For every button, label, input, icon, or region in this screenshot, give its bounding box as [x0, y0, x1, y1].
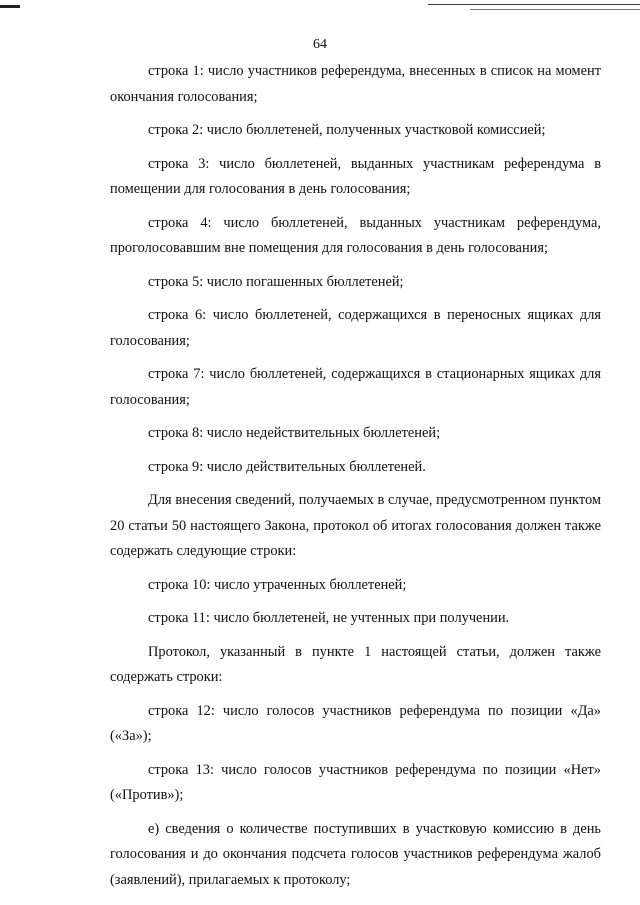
paragraph-item-e: е) сведения о количестве поступивших в участковую комиссию в день голосования и до окончания подсчета голосов участников референдума жалоб (заявлений), прилагаемых к протоколу;: [110, 820, 601, 888]
paragraph-line-2: строка 2: число бюллетеней, полученных участковой комиссией;: [148, 122, 546, 138]
paragraph-line-10: строка 10: число утраченных бюллетеней;: [148, 576, 407, 593]
paragraph-protocol-lines-intro: Протокол, указанный в пункте 1 настоящей статьи, должен также содержать строки:: [110, 643, 601, 685]
paragraph-line-5: строка 5: число погашенных бюллетеней;: [148, 273, 404, 290]
paragraph-line-13: строка 13: число голосов участников референдума по позиции «Нет» («Против»);: [110, 761, 601, 803]
paragraph-line-4: строка 4: число бюллетеней, выданных участникам референдума, проголосовавшим вне помещения для голосования в день голосования;: [110, 214, 601, 256]
paragraph-line-7: строка 7: число бюллетеней, содержащихся в стационарных ящиках для голосования;: [110, 366, 601, 408]
paragraph-additional-lines-intro: Для внесения сведений, получаемых в случае, предусмотренном пунктом 20 статьи 50 настоящего Закона, протокол об итогах голосования должен также содержать следующие строки:: [110, 492, 601, 559]
paragraph-line-6: строка 6: число бюллетеней, содержащихся в переносных ящиках для голосования;: [110, 307, 601, 349]
paragraph-line-8: строка 8: число недействительных бюллетеней;: [148, 425, 441, 441]
paragraph-line-9: строка 9: число действительных бюллетеней.: [148, 458, 426, 475]
scan-edge-mark-top: [428, 4, 640, 5]
paragraph-line-11: строка 11: число бюллетеней, не учтенных при получении.: [148, 610, 510, 626]
page-number: 64: [313, 37, 327, 52]
paragraph-line-3: строка 3: число бюллетеней, выданных участникам референдума в помещении для голосования в день голосования;: [110, 155, 601, 197]
scan-edge-mark-top-secondary: [470, 9, 640, 10]
paragraph-line-12: строка 12: число голосов участников референдума по позиции «Да» («За»);: [110, 702, 601, 744]
document-body: [110, 59, 601, 893]
scan-edge-mark-left: [0, 5, 20, 8]
paragraph-line-1: строка 1: число участников референдума, внесенных в список на момент окончания голосования;: [110, 63, 601, 105]
